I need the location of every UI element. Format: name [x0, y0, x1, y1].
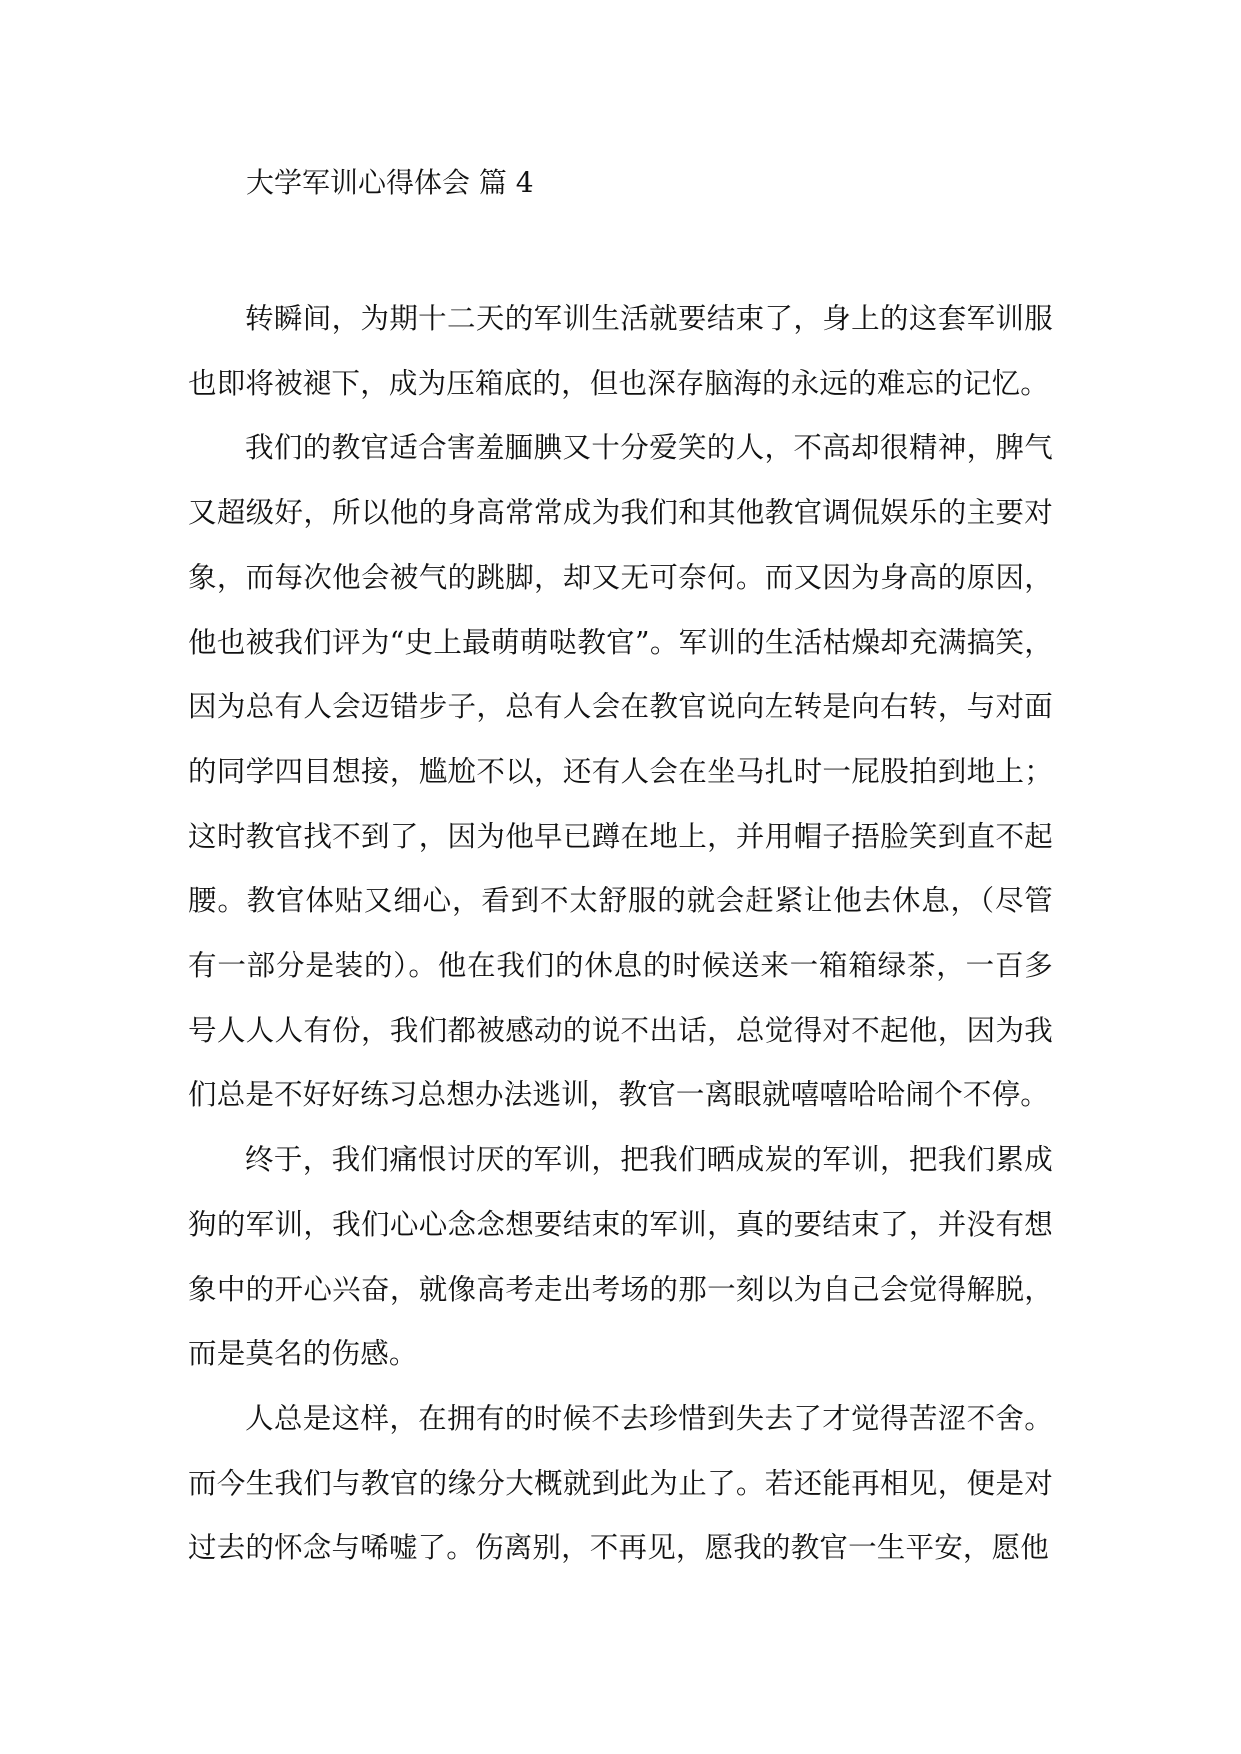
paragraph-4: 人总是这样，在拥有的时候不去珍惜到失去了才觉得苦涩不舍。而今生我们与教官的缘分大概就到此为止了。若还能再相见，便是对过去的怀念与唏嘘了。伤离别，不再见，愿我的教官一生平安，愿他 — [188, 1401, 1053, 1565]
paragraph-2: 我们的教官适合害羞腼腆又十分爱笑的人，不高却很精神，脾气又超级好，所以他的身高常常成为我们和其他教官调侃娱乐的主要对象，而每次他会被气的跳脚，却又无可奈何。而又因为身高的原因，他也被我们评为“史上最萌萌哒教官”。军训的生活枯燥却充满搞笑，因为总有人会迈错步子，总有人会在教官说向左转是向右转，与对面的同学四目想接，尴尬不以，还有人会在坐马扎时一屁股拍到地上；这时教官找不到了，因为他早已蹲在地上，并用帽子捂脸笑到直不起腰。教官体贴又细心，看到不太舒服的就会赶紧让他去休息，（尽管有一部分是装的）。他在我们的休息的时候送来一箱箱绿茶，一百多号人人人有份，我们都被感动的说不出话，总觉得对不起他，因为我们总是不好好练习总想办法逃训，教官一离眼就嘻嘻哈哈闹个不停。 — [188, 431, 1053, 1112]
document-body — [188, 287, 1053, 1581]
document-title: 大学军训心得体会 篇 4 — [246, 166, 534, 199]
paragraph-1: 转瞬间，为期十二天的军训生活就要结束了，身上的这套军训服也即将被褪下，成为压箱底的，但也深存脑海的永远的难忘的记忆。 — [188, 302, 1053, 400]
paragraph-3: 终于，我们痛恨讨厌的军训，把我们晒成炭的军训，把我们累成狗的军训，我们心心念念想要结束的军训，真的要结束了，并没有想象中的开心兴奋，就像高考走出考场的那一刻以为自己会觉得解脱，而是莫名的伤感。 — [188, 1143, 1053, 1371]
